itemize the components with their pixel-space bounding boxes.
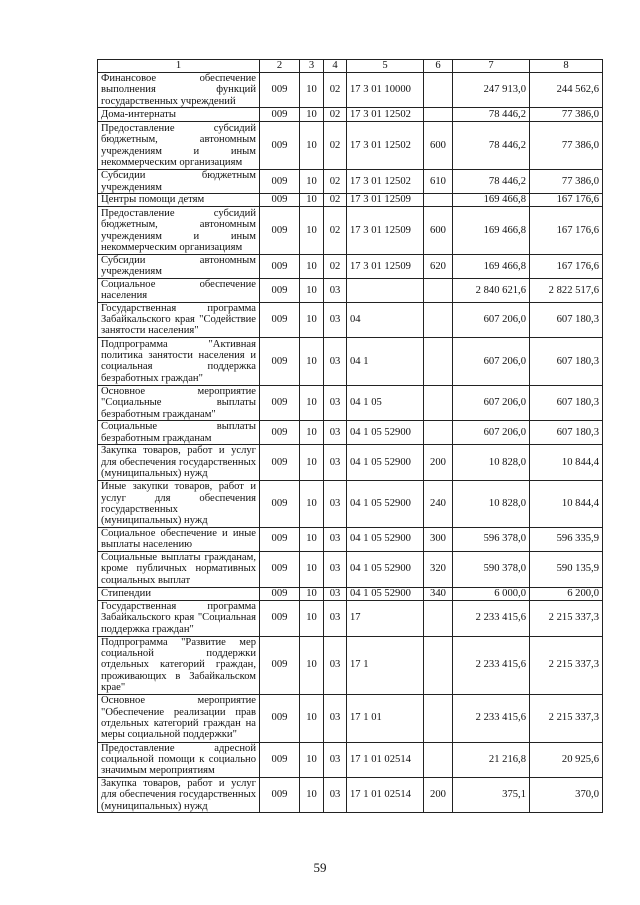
row-target-article: 17 xyxy=(347,600,424,636)
row-name: Социальные выплаты безработным гражданам xyxy=(98,421,260,445)
row-expense-type xyxy=(424,194,453,207)
row-section-code: 10 xyxy=(300,302,324,337)
row-expense-type xyxy=(424,278,453,302)
row-amount-year-1: 2 233 415,6 xyxy=(453,600,530,636)
table-row xyxy=(98,337,603,385)
header-col-3: 3 xyxy=(300,60,324,73)
row-amount-year-1: 169 466,8 xyxy=(453,194,530,207)
row-amount-year-1: 10 828,0 xyxy=(453,445,530,481)
row-subsection-code: 02 xyxy=(324,194,347,207)
row-amount-year-1: 10 828,0 xyxy=(453,481,530,528)
row-name: Подпрограмма "Активная политика занятости населения и социальная поддержка безработных граждан" xyxy=(98,337,260,385)
row-subsection-code: 03 xyxy=(324,421,347,445)
row-expense-type xyxy=(424,337,453,385)
table-row xyxy=(98,302,603,337)
header-col-4: 4 xyxy=(324,60,347,73)
row-amount-year-2: 77 386,0 xyxy=(530,170,603,194)
row-section-code: 10 xyxy=(300,742,324,777)
row-name: Подпрограмма "Развитие мер социальной поддержки отдельных категорий граждан, проживающих в Забайкальском крае" xyxy=(98,636,260,694)
row-subsection-code: 03 xyxy=(324,587,347,600)
row-amount-year-2: 10 844,4 xyxy=(530,481,603,528)
row-expense-type: 340 xyxy=(424,587,453,600)
row-expense-type xyxy=(424,600,453,636)
row-expense-type: 620 xyxy=(424,255,453,279)
row-section-code: 10 xyxy=(300,551,324,587)
row-amount-year-2: 77 386,0 xyxy=(530,108,603,122)
row-amount-year-1: 78 446,2 xyxy=(453,108,530,122)
row-section-code: 10 xyxy=(300,777,324,812)
row-section-code: 10 xyxy=(300,445,324,481)
row-amount-year-1: 590 378,0 xyxy=(453,551,530,587)
row-expense-type: 600 xyxy=(424,207,453,255)
row-section-code: 10 xyxy=(300,600,324,636)
row-target-article: 04 1 05 52900 xyxy=(347,481,424,528)
row-amount-year-2: 6 200,0 xyxy=(530,587,603,600)
row-subsection-code: 02 xyxy=(324,122,347,170)
row-subsection-code: 03 xyxy=(324,337,347,385)
row-amount-year-2: 167 176,6 xyxy=(530,207,603,255)
header-col-8: 8 xyxy=(530,60,603,73)
table-body xyxy=(98,73,603,813)
row-amount-year-1: 2 233 415,6 xyxy=(453,694,530,742)
row-subsection-code: 02 xyxy=(324,170,347,194)
table-row xyxy=(98,445,603,481)
row-name: Социальные выплаты гражданам, кроме публичных нормативных социальных выплат xyxy=(98,551,260,587)
row-target-article: 04 1 05 xyxy=(347,385,424,420)
header-col-7: 7 xyxy=(453,60,530,73)
row-amount-year-2: 590 135,9 xyxy=(530,551,603,587)
budget-table xyxy=(97,59,603,813)
row-amount-year-1: 375,1 xyxy=(453,777,530,812)
row-amount-year-2: 10 844,4 xyxy=(530,445,603,481)
table-row xyxy=(98,777,603,812)
row-ministry-code: 009 xyxy=(260,278,300,302)
row-amount-year-2: 596 335,9 xyxy=(530,527,603,551)
row-subsection-code: 03 xyxy=(324,636,347,694)
table-row xyxy=(98,108,603,122)
row-amount-year-2: 607 180,3 xyxy=(530,421,603,445)
row-expense-type: 200 xyxy=(424,777,453,812)
table-row xyxy=(98,122,603,170)
row-target-article: 04 1 xyxy=(347,337,424,385)
row-expense-type xyxy=(424,302,453,337)
row-expense-type xyxy=(424,694,453,742)
row-ministry-code: 009 xyxy=(260,694,300,742)
row-subsection-code: 03 xyxy=(324,600,347,636)
row-ministry-code: 009 xyxy=(260,551,300,587)
row-ministry-code: 009 xyxy=(260,527,300,551)
row-name: Закупка товаров, работ и услуг для обеспечения государственных (муниципальных) нужд xyxy=(98,445,260,481)
row-amount-year-1: 607 206,0 xyxy=(453,302,530,337)
row-target-article: 17 1 xyxy=(347,636,424,694)
row-ministry-code: 009 xyxy=(260,337,300,385)
row-amount-year-1: 607 206,0 xyxy=(453,337,530,385)
row-amount-year-2: 2 215 337,3 xyxy=(530,694,603,742)
row-amount-year-1: 169 466,8 xyxy=(453,207,530,255)
row-amount-year-2: 607 180,3 xyxy=(530,385,603,420)
row-section-code: 10 xyxy=(300,694,324,742)
row-section-code: 10 xyxy=(300,421,324,445)
row-ministry-code: 009 xyxy=(260,481,300,528)
row-name: Субсидии бюджетным учреждениям xyxy=(98,170,260,194)
row-name: Предоставление адресной социальной помощи к социально значимым мероприятиям xyxy=(98,742,260,777)
row-target-article: 04 1 05 52900 xyxy=(347,421,424,445)
row-expense-type xyxy=(424,742,453,777)
row-name: Иные закупки товаров, работ и услуг для обеспечения государственных (муниципальных) нужд xyxy=(98,481,260,528)
row-amount-year-2: 77 386,0 xyxy=(530,122,603,170)
row-target-article: 17 1 01 xyxy=(347,694,424,742)
row-amount-year-2: 244 562,6 xyxy=(530,73,603,108)
row-ministry-code: 009 xyxy=(260,302,300,337)
row-ministry-code: 009 xyxy=(260,194,300,207)
page-number: 59 xyxy=(313,860,327,875)
row-ministry-code: 009 xyxy=(260,636,300,694)
row-amount-year-1: 247 913,0 xyxy=(453,73,530,108)
row-target-article: 04 xyxy=(347,302,424,337)
row-subsection-code: 02 xyxy=(324,255,347,279)
header-col-6: 6 xyxy=(424,60,453,73)
row-ministry-code: 009 xyxy=(260,255,300,279)
row-amount-year-1: 596 378,0 xyxy=(453,527,530,551)
row-section-code: 10 xyxy=(300,385,324,420)
table-row xyxy=(98,207,603,255)
row-expense-type: 610 xyxy=(424,170,453,194)
row-expense-type xyxy=(424,73,453,108)
row-target-article: 17 3 01 12509 xyxy=(347,255,424,279)
row-section-code: 10 xyxy=(300,636,324,694)
table-row xyxy=(98,600,603,636)
row-section-code: 10 xyxy=(300,194,324,207)
table-row xyxy=(98,73,603,108)
row-ministry-code: 009 xyxy=(260,742,300,777)
row-ministry-code: 009 xyxy=(260,207,300,255)
row-subsection-code: 03 xyxy=(324,742,347,777)
row-amount-year-2: 2 215 337,3 xyxy=(530,636,603,694)
row-target-article: 17 3 01 10000 xyxy=(347,73,424,108)
row-section-code: 10 xyxy=(300,527,324,551)
row-target-article: 17 1 01 02514 xyxy=(347,777,424,812)
row-name: Стипендии xyxy=(98,587,260,600)
row-subsection-code: 03 xyxy=(324,551,347,587)
row-target-article: 17 3 01 12502 xyxy=(347,122,424,170)
row-section-code: 10 xyxy=(300,337,324,385)
table-row xyxy=(98,170,603,194)
row-subsection-code: 03 xyxy=(324,278,347,302)
row-ministry-code: 009 xyxy=(260,777,300,812)
row-target-article xyxy=(347,278,424,302)
row-ministry-code: 009 xyxy=(260,122,300,170)
row-target-article: 17 3 01 12502 xyxy=(347,108,424,122)
row-name: Основное мероприятие "Обеспечение реализации прав отдельных категорий граждан на меры социальной поддержки" xyxy=(98,694,260,742)
table-row xyxy=(98,587,603,600)
table-row xyxy=(98,636,603,694)
row-subsection-code: 03 xyxy=(324,694,347,742)
row-target-article: 17 3 01 12509 xyxy=(347,194,424,207)
row-expense-type: 300 xyxy=(424,527,453,551)
row-amount-year-1: 2 840 621,6 xyxy=(453,278,530,302)
row-subsection-code: 02 xyxy=(324,108,347,122)
row-target-article: 17 3 01 12509 xyxy=(347,207,424,255)
table-row xyxy=(98,278,603,302)
row-expense-type: 200 xyxy=(424,445,453,481)
row-ministry-code: 009 xyxy=(260,445,300,481)
row-section-code: 10 xyxy=(300,73,324,108)
table-row xyxy=(98,385,603,420)
table-row xyxy=(98,421,603,445)
row-target-article: 04 1 05 52900 xyxy=(347,551,424,587)
table-row xyxy=(98,481,603,528)
row-amount-year-2: 607 180,3 xyxy=(530,302,603,337)
row-name: Социальное обеспечение населения xyxy=(98,278,260,302)
row-name: Предоставление субсидий бюджетным, автономным учреждениям и иным некоммерческим организациям xyxy=(98,207,260,255)
row-expense-type: 240 xyxy=(424,481,453,528)
row-ministry-code: 009 xyxy=(260,421,300,445)
row-subsection-code: 03 xyxy=(324,527,347,551)
row-target-article: 04 1 05 52900 xyxy=(347,527,424,551)
row-name: Дома-интернаты xyxy=(98,108,260,122)
row-subsection-code: 03 xyxy=(324,385,347,420)
table-row xyxy=(98,194,603,207)
row-expense-type xyxy=(424,636,453,694)
row-subsection-code: 03 xyxy=(324,777,347,812)
row-ministry-code: 009 xyxy=(260,73,300,108)
row-subsection-code: 02 xyxy=(324,73,347,108)
row-ministry-code: 009 xyxy=(260,587,300,600)
row-expense-type xyxy=(424,108,453,122)
row-name: Основное мероприятие "Социальные выплаты безработным гражданам" xyxy=(98,385,260,420)
row-name: Закупка товаров, работ и услуг для обеспечения государственных (муниципальных) нужд xyxy=(98,777,260,812)
row-amount-year-2: 2 215 337,3 xyxy=(530,600,603,636)
row-subsection-code: 02 xyxy=(324,207,347,255)
row-section-code: 10 xyxy=(300,587,324,600)
row-amount-year-2: 167 176,6 xyxy=(530,194,603,207)
row-target-article: 04 1 05 52900 xyxy=(347,445,424,481)
row-amount-year-2: 2 822 517,6 xyxy=(530,278,603,302)
row-amount-year-1: 169 466,8 xyxy=(453,255,530,279)
table-row xyxy=(98,527,603,551)
row-expense-type xyxy=(424,421,453,445)
row-amount-year-2: 370,0 xyxy=(530,777,603,812)
row-target-article: 17 1 01 02514 xyxy=(347,742,424,777)
row-amount-year-1: 6 000,0 xyxy=(453,587,530,600)
table-header-row xyxy=(98,60,603,73)
row-section-code: 10 xyxy=(300,170,324,194)
row-section-code: 10 xyxy=(300,278,324,302)
header-col-2: 2 xyxy=(260,60,300,73)
row-section-code: 10 xyxy=(300,255,324,279)
row-amount-year-2: 167 176,6 xyxy=(530,255,603,279)
row-amount-year-1: 78 446,2 xyxy=(453,122,530,170)
row-name: Социальное обеспечение и иные выплаты населению xyxy=(98,527,260,551)
header-col-1: 1 xyxy=(98,60,260,73)
table-row xyxy=(98,742,603,777)
row-target-article: 04 1 05 52900 xyxy=(347,587,424,600)
row-amount-year-1: 607 206,0 xyxy=(453,385,530,420)
row-ministry-code: 009 xyxy=(260,170,300,194)
row-name: Предоставление субсидий бюджетным, автономным учреждениям и иным некоммерческим организациям xyxy=(98,122,260,170)
row-expense-type xyxy=(424,385,453,420)
row-amount-year-1: 78 446,2 xyxy=(453,170,530,194)
row-amount-year-2: 20 925,6 xyxy=(530,742,603,777)
row-section-code: 10 xyxy=(300,481,324,528)
row-section-code: 10 xyxy=(300,108,324,122)
row-target-article: 17 3 01 12502 xyxy=(347,170,424,194)
header-col-5: 5 xyxy=(347,60,424,73)
row-amount-year-1: 2 233 415,6 xyxy=(453,636,530,694)
row-expense-type: 600 xyxy=(424,122,453,170)
row-section-code: 10 xyxy=(300,207,324,255)
row-amount-year-1: 21 216,8 xyxy=(453,742,530,777)
row-subsection-code: 03 xyxy=(324,445,347,481)
table-row xyxy=(98,694,603,742)
row-ministry-code: 009 xyxy=(260,600,300,636)
row-name: Финансовое обеспечение выполнения функций государственных учреждений xyxy=(98,73,260,108)
table-row xyxy=(98,255,603,279)
row-subsection-code: 03 xyxy=(324,302,347,337)
row-name: Субсидии автономным учреждениям xyxy=(98,255,260,279)
row-amount-year-2: 607 180,3 xyxy=(530,337,603,385)
row-section-code: 10 xyxy=(300,122,324,170)
row-expense-type: 320 xyxy=(424,551,453,587)
row-amount-year-1: 607 206,0 xyxy=(453,421,530,445)
row-name: Центры помощи детям xyxy=(98,194,260,207)
row-name: Государственная программа Забайкальского края "Содействие занятости населения" xyxy=(98,302,260,337)
row-ministry-code: 009 xyxy=(260,108,300,122)
row-name: Государственная программа Забайкальского края "Социальная поддержка граждан" xyxy=(98,600,260,636)
row-subsection-code: 03 xyxy=(324,481,347,528)
table-row xyxy=(98,551,603,587)
row-ministry-code: 009 xyxy=(260,385,300,420)
